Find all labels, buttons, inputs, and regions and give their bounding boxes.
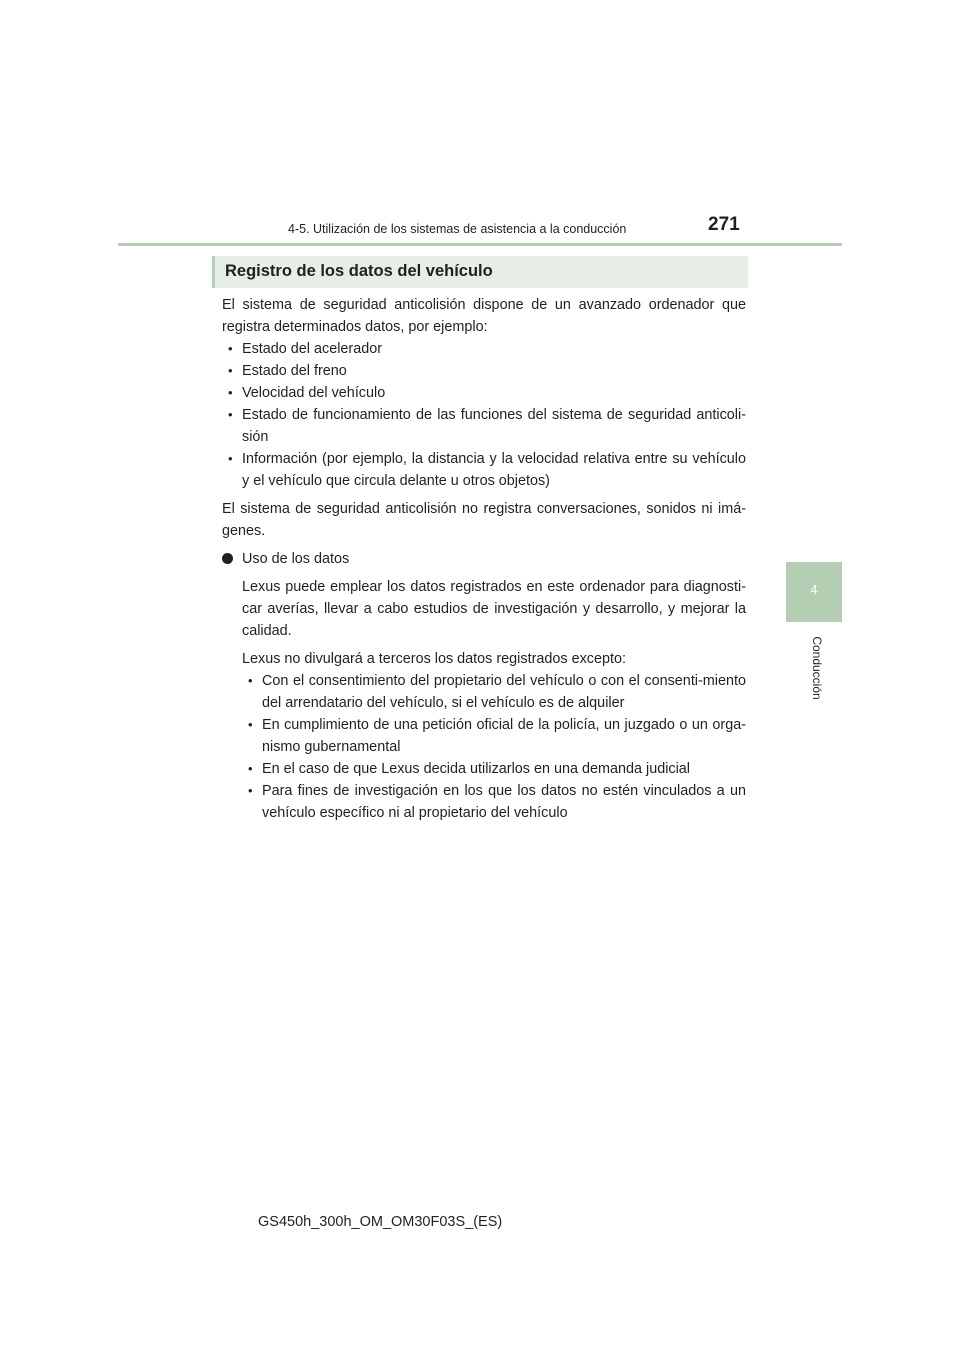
section-body bbox=[222, 294, 746, 824]
data-use-heading: Uso de los datos bbox=[222, 548, 746, 570]
chapter-label: Conducción bbox=[810, 636, 824, 700]
section-heading-text: Registro de los datos del vehículo bbox=[225, 262, 493, 280]
bullet-icon: • bbox=[228, 407, 233, 422]
recorded-data-list bbox=[222, 338, 746, 492]
no-record-paragraph: El sistema de seguridad anticolisión no registra conversaciones, sonidos ni imá-genes. bbox=[222, 501, 746, 539]
bullet-icon: • bbox=[228, 451, 233, 466]
data-use-body bbox=[222, 576, 746, 824]
bullet-icon: • bbox=[248, 717, 253, 732]
intro-paragraph: El sistema de seguridad anticolisión dispone de un avanzado ordenador que registra determinados datos, por ejemplo: bbox=[222, 297, 746, 335]
filled-circle-icon bbox=[222, 553, 233, 564]
disclosure-intro: Lexus no divulgará a terceros los datos registrados excepto: bbox=[242, 651, 626, 667]
list-item: • Con el consentimiento del propietario del vehículo o con el consenti-miento del arrendatario del vehículo, si el vehículo es de alquiler bbox=[242, 670, 746, 714]
list-item: • Estado del acelerador bbox=[222, 338, 746, 360]
bullet-icon: • bbox=[248, 783, 253, 798]
list-item: • Estado del freno bbox=[222, 360, 746, 382]
list-item: • Para fines de investigación en los que los datos no estén vinculados a un vehículo específico ni al propietario del vehículo bbox=[242, 780, 746, 824]
bullet-icon: • bbox=[228, 341, 233, 356]
header-divider bbox=[118, 243, 842, 246]
list-item: • Estado de funcionamiento de las funciones del sistema de seguridad anticoli-sión bbox=[222, 404, 746, 448]
section-heading bbox=[212, 256, 748, 288]
chapter-number: 4 bbox=[810, 582, 818, 597]
list-item: • Información (por ejemplo, la distancia y la velocidad relativa entre su vehículo y el vehículo que circula delante u otros objetos) bbox=[222, 448, 746, 492]
document-code: GS450h_300h_OM_OM30F03S_(ES) bbox=[258, 1214, 503, 1230]
bullet-icon: • bbox=[228, 385, 233, 400]
running-header-title: 4-5. Utilización de los sistemas de asistencia a la conducción bbox=[288, 222, 627, 236]
disclosure-exceptions-list bbox=[242, 670, 746, 824]
list-item: • En el caso de que Lexus decida utilizarlos en una demanda judicial bbox=[242, 758, 746, 780]
bullet-icon: • bbox=[248, 673, 253, 688]
data-use-paragraph: Lexus puede emplear los datos registrados en este ordenador para diagnosti-car averías, llevar a cabo estudios de investigación y desarrollo, y mejorar la calidad. bbox=[242, 579, 746, 639]
list-item: • En cumplimiento de una petición oficial de la policía, un juzgado o un orga-nismo gubernamental bbox=[242, 714, 746, 758]
bullet-icon: • bbox=[228, 363, 233, 378]
chapter-tab bbox=[786, 562, 842, 622]
page-number: 271 bbox=[708, 214, 740, 235]
list-item: • Velocidad del vehículo bbox=[222, 382, 746, 404]
bullet-icon: • bbox=[248, 761, 253, 776]
